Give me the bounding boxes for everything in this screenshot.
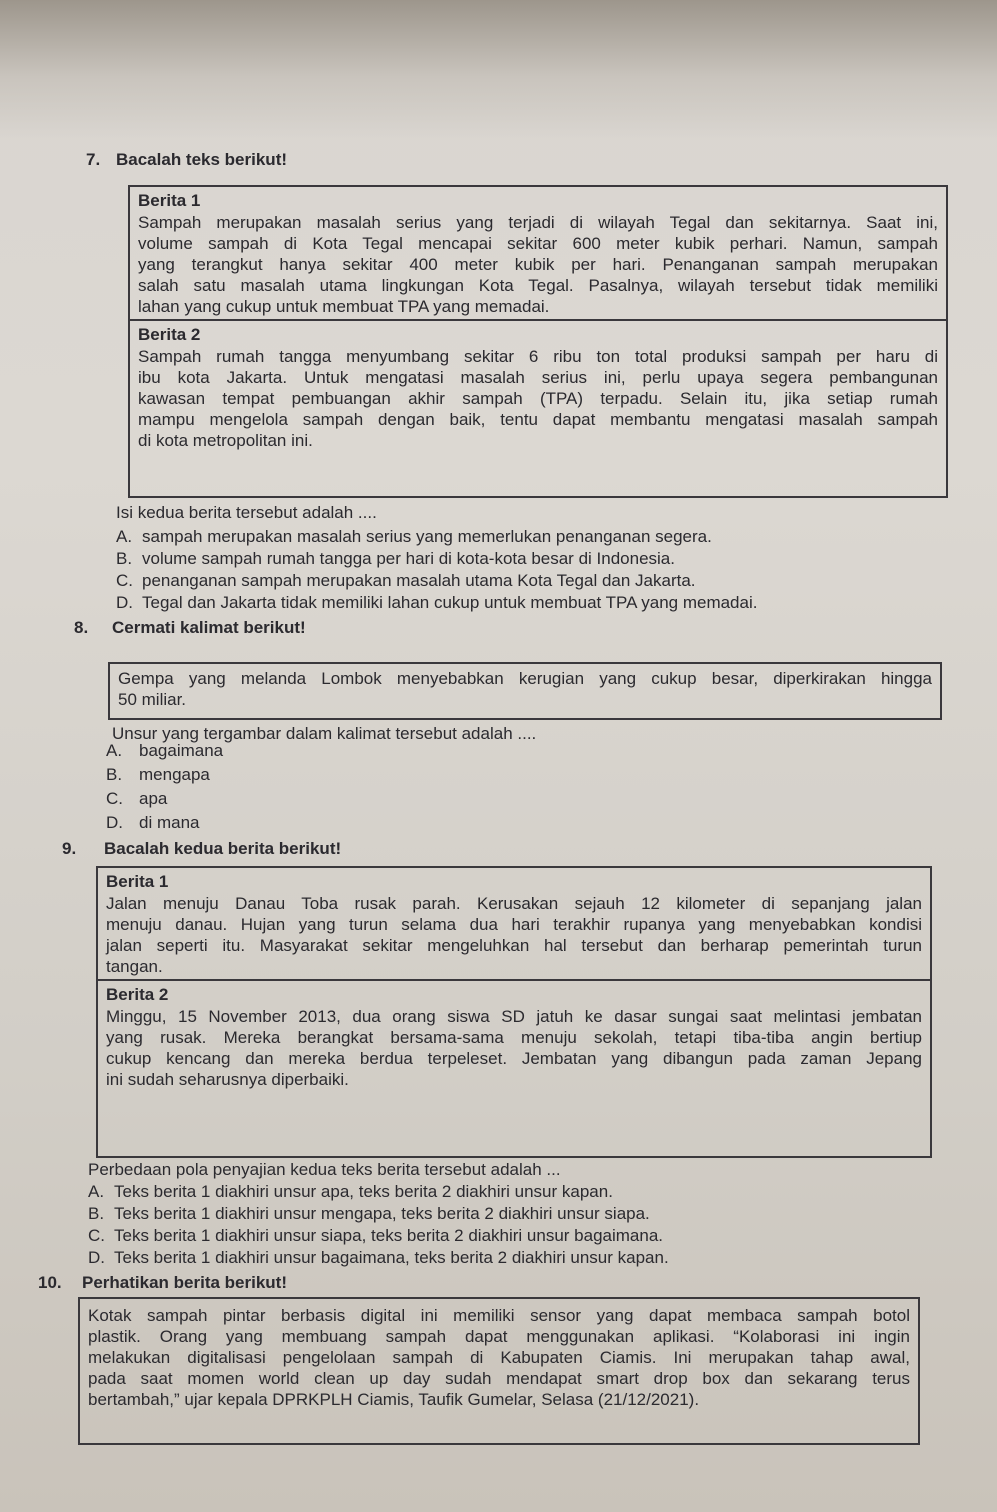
text-line: di kota metropolitan ini. bbox=[138, 431, 313, 450]
q9-news-1 bbox=[98, 868, 930, 979]
q10-number: 10. bbox=[38, 1273, 62, 1292]
text-line: melakukan digitalisasi pengelolaan sampah di Kabupaten Ciamis. Ini merupakan tahap awal, bbox=[88, 1348, 910, 1367]
option-text: apa bbox=[139, 789, 168, 808]
option-text: sampah merupakan masalah serius yang memerlukan penanganan segera. bbox=[142, 527, 712, 546]
option-text: penanganan sampah merupakan masalah utama Kota Tegal dan Jakarta. bbox=[142, 571, 696, 590]
q8-sentence bbox=[110, 664, 940, 714]
text-line: pada saat momen world clean up day sudah mendapat smart drop box dan sekarang terus bbox=[88, 1369, 910, 1388]
q8-option-d[interactable] bbox=[106, 811, 223, 835]
text-line: jalan seperti itu. Masyarakat sekitar mengeluhkan hal tersebut dan berharap pemerintah turun bbox=[106, 936, 922, 955]
q10-news-text bbox=[80, 1299, 918, 1416]
option-letter: C. bbox=[106, 789, 123, 808]
option-letter: D. bbox=[106, 813, 123, 832]
q8-question: Unsur yang tergambar dalam kalimat tersebut adalah .... bbox=[112, 724, 537, 743]
option-letter: D. bbox=[116, 593, 133, 612]
option-letter: A. bbox=[88, 1182, 105, 1201]
text-line: kawasan tempat pembuangan akhir sampah (TPA) terpadu. Selain itu, jika setiap rumah bbox=[138, 389, 938, 408]
q10-instruction: Perhatikan berita berikut! bbox=[82, 1273, 288, 1292]
q7-news-2-title: Berita 2 bbox=[138, 325, 201, 344]
q9-news-1-title: Berita 1 bbox=[106, 872, 169, 891]
text-line: lahan yang cukup untuk membuat TPA yang memadai. bbox=[138, 297, 550, 316]
text-line: bertambah,” ujar kepala DPRKPLH Ciamis, Taufik Gumelar, Selasa (21/12/2021). bbox=[88, 1390, 700, 1409]
option-letter: C. bbox=[88, 1226, 105, 1245]
option-letter: B. bbox=[116, 549, 133, 568]
text-line: plastik. Orang yang membuang sampah dapat menggunakan aplikasi. “Kolaborasi ini ingin bbox=[88, 1327, 910, 1346]
q9-option-b[interactable] bbox=[88, 1203, 669, 1225]
q9-news-box bbox=[96, 866, 932, 1158]
text-line: 50 miliar. bbox=[118, 690, 187, 709]
q8-option-a[interactable] bbox=[106, 739, 223, 763]
q9-news-2 bbox=[98, 979, 930, 1092]
text-line: Sampah merupakan masalah serius yang terjadi di wilayah Tegal dan sekitarnya. Saat ini, bbox=[138, 213, 938, 232]
option-text: Teks berita 1 diakhiri unsur mengapa, teks berita 2 diakhiri unsur siapa. bbox=[114, 1204, 650, 1223]
option-letter: A. bbox=[116, 527, 133, 546]
q9-option-c[interactable] bbox=[88, 1225, 669, 1247]
q7-option-c[interactable] bbox=[116, 570, 757, 592]
text-line: salah satu masalah utama lingkungan Kota Tegal. Pasalnya, wilayah tersebut tidak memiliki bbox=[138, 276, 938, 295]
q8-option-c[interactable] bbox=[106, 787, 223, 811]
option-text: Teks berita 1 diakhiri unsur apa, teks berita 2 diakhiri unsur kapan. bbox=[114, 1182, 613, 1201]
text-line: menuju danau. Hujan yang turun selama dua hari terakhir rupanya yang menyebabkan kondisi bbox=[106, 915, 922, 934]
q7-option-b[interactable] bbox=[116, 548, 757, 570]
q7-option-a[interactable] bbox=[116, 526, 757, 548]
q9-question: Perbedaan pola penyajian kedua teks berita tersebut adalah ... bbox=[88, 1160, 561, 1179]
text-line: ibu kota Jakarta. Untuk mengatasi masalah serius ini, perlu upaya segera pembangunan bbox=[138, 368, 938, 387]
text-line: Jalan menuju Danau Toba rusak parah. Kerusakan sejauh 12 kilometer di sepanjang jalan bbox=[106, 894, 922, 913]
text-line: Kotak sampah pintar berbasis digital ini memiliki sensor yang dapat membaca sampah botol bbox=[88, 1306, 910, 1325]
q9-number: 9. bbox=[62, 839, 77, 858]
q7-news-1-text bbox=[138, 212, 938, 317]
q7-news-box bbox=[128, 185, 948, 498]
text-line: cukup kencang dan mereka berdua terpeleset. Jembatan yang dibangun pada zaman Jepang bbox=[106, 1049, 922, 1068]
text-line: mampu mengelola sampah dengan baik, tentu dapat membantu mengatasi masalah sampah bbox=[138, 410, 938, 429]
text-line: Sampah rumah tangga menyumbang sekitar 6 ribu ton total produksi sampah per haru di bbox=[138, 347, 938, 366]
option-letter: B. bbox=[88, 1204, 105, 1223]
option-letter: D. bbox=[88, 1248, 105, 1267]
q7-news-2 bbox=[130, 319, 946, 453]
q7-number: 7. bbox=[86, 150, 101, 169]
option-text: bagaimana bbox=[139, 741, 224, 760]
q7-news-1-title: Berita 1 bbox=[138, 191, 201, 210]
q9-news-1-text bbox=[106, 893, 922, 977]
page-top-shadow bbox=[0, 0, 997, 140]
q7-instruction: Bacalah teks berikut! bbox=[116, 150, 288, 169]
text-line: Gempa yang melanda Lombok menyebabkan kerugian yang cukup besar, diperkirakan hingga bbox=[118, 669, 932, 688]
text-line: yang terangkut hanya sekitar 400 meter kubik per hari. Penanganan sampah merupakan bbox=[138, 255, 938, 274]
q8-option-b[interactable] bbox=[106, 763, 223, 787]
option-text: Teks berita 1 diakhiri unsur siapa, teks berita 2 diakhiri unsur bagaimana. bbox=[114, 1226, 664, 1245]
text-line: ini sudah seharusnya diperbaiki. bbox=[106, 1070, 349, 1089]
option-text: Tegal dan Jakarta tidak memiliki lahan cukup untuk membuat TPA yang memadai. bbox=[142, 593, 758, 612]
text-line: volume sampah di Kota Tegal mencapai sekitar 600 meter kubik perhari. Namun, sampah bbox=[138, 234, 938, 253]
option-text: volume sampah rumah tangga per hari di kota-kota besar di Indonesia. bbox=[142, 549, 675, 568]
q10-news-box bbox=[78, 1297, 920, 1445]
option-letter: A. bbox=[106, 741, 123, 760]
q8-number: 8. bbox=[74, 618, 89, 637]
q7-options bbox=[116, 526, 757, 614]
q7-news-1 bbox=[130, 187, 946, 319]
q9-options bbox=[88, 1181, 669, 1269]
option-letter: C. bbox=[116, 571, 133, 590]
option-text: di mana bbox=[139, 813, 200, 832]
text-line: tangan. bbox=[106, 957, 163, 976]
text-line: yang rusak. Mereka berangkat bersama-sama menuju sekolah, tetapi tiba-tiba angin bertiup bbox=[106, 1028, 922, 1047]
q8-options bbox=[106, 739, 223, 835]
q9-news-2-text bbox=[106, 1006, 922, 1090]
q9-option-d[interactable] bbox=[88, 1247, 669, 1269]
q9-instruction: Bacalah kedua berita berikut! bbox=[104, 839, 342, 858]
q7-question: Isi kedua berita tersebut adalah .... bbox=[116, 503, 377, 522]
q8-sentence-box bbox=[108, 662, 942, 720]
option-text: mengapa bbox=[139, 765, 210, 784]
option-text: Teks berita 1 diakhiri unsur bagaimana, teks berita 2 diakhiri unsur kapan. bbox=[114, 1248, 669, 1267]
q9-option-a[interactable] bbox=[88, 1181, 669, 1203]
q7-option-d[interactable] bbox=[116, 592, 757, 614]
text-line: Minggu, 15 November 2013, dua orang siswa SD jatuh ke dasar sungai saat melintasi jembatan bbox=[106, 1007, 922, 1026]
q7-news-2-text bbox=[138, 346, 938, 451]
q9-news-2-title: Berita 2 bbox=[106, 985, 169, 1004]
option-letter: B. bbox=[106, 765, 123, 784]
q8-instruction: Cermati kalimat berikut! bbox=[112, 618, 306, 637]
